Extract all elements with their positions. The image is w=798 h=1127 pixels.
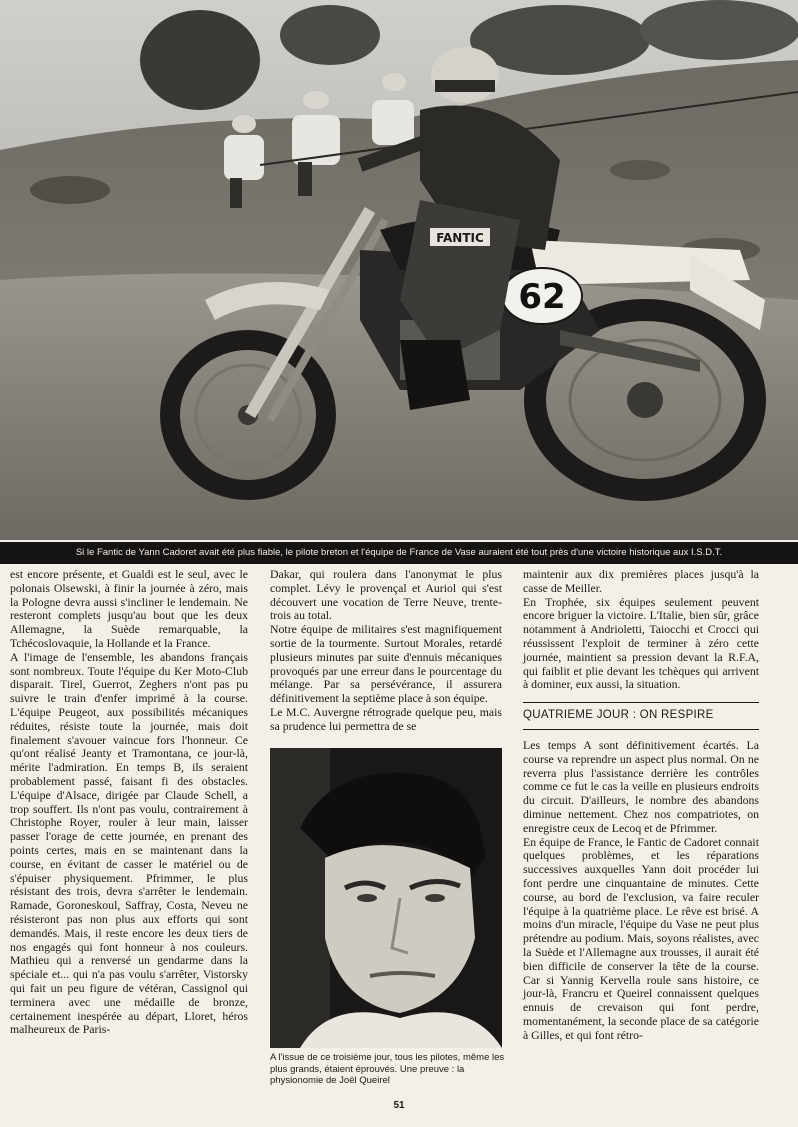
paragraph: maintenir aux dix premières places jusqu'à la casse de Meiller.: [523, 567, 759, 595]
bike-brand-text: FANTIC: [436, 231, 484, 245]
paragraph: A l'image de l'ensemble, les abandons français sont nombreux. Toute l'équipe du Ker Moto-Club disparait. Tirel, Guerrot, Zeghers n'ont pas pu suivre le train d'enfer imprimé à la course. L'équipe Peugeot, aux possibilités mécaniques réduites, résiste toute la journée, mais doit finalement s'avouer vaincue fors l'honneur. Ce qu'ont réalisé Jeanty et Tramontana, ce jour-là, mérite l'admiration. En temps B, ils seraient probablement passé, faisant fi des obstacles. L'équipe d'Alsace, dirigée par Claude Schell, a trop souffert. Ils n'ont pas voulu, contrairement à Christophe Royer, rouler à leur main, laisser passer l'orage de cette journée, en prenant des points certes, mais en se maintenant dans la course, en évitant de casser le matériel ou de s'épuiser physiquement. Pfrimmer, le plus résistant des trois, devra s'arrêter le lendemain. Ramade, Goroneskoul, Saffray, Costa, Neveu ne résisteront pas non plus aux efforts qui sont demandés. Mais, il reste encore les deux tiers de nos engagés qui font honneur à nos couleurs. Mathieu qui a renversé un gendarme dans la spéciale et... qui n'a pas voulu s'arrêter, Vistorsky qui fait un peu figure de vétéran, Cassignol qui terminera avec une médaille de bronze, certainement inespérée au départ, Lloret, héros malheureux de Paris-: [10, 649, 248, 1037]
motocross-illustration: [0, 0, 798, 540]
article-column-3: [523, 568, 759, 1043]
paragraph: En équipe de France, le Fantic de Cadoret connait quelques problèmes, et les réparations successives auxquelles Yann doit procéder lui font perdre une cinquantaine de minutes. Cette course, au bord de l'exclusion, va faire reculer l'équipe à la quatrième place. Le rêve est brisé. A moins d'un miracle, l'équipe du Vase ne peut plus prétendre au podium. Mais, soyons réalistes, avec la Suède et l'Allemagne aux trousses, il aurait été bien difficile de conserver la tête de la course. Car si Yannig Kervella roule sans histoire, ce jour-là, Francru et Queirel connaissent quelques ennuis de crevaison qui font perdre, momentanément, la seconde place de sa catégorie à Gilles, et qui font rétro-: [523, 834, 759, 1042]
page-number: 51: [393, 1100, 405, 1111]
paragraph: Notre équipe de militaires s'est magnifiquement sortie de la tourmente. Surtout Morales, retardé plusieurs minutes par suite d'ennuis mécaniques provoqués par une erreur dans le pourcentage du mélange. Par sa persévérance, il assurera définitivement la septième place à son équipe.: [270, 622, 502, 706]
section-heading: QUATRIEME JOUR : ON RESPIRE: [523, 702, 759, 730]
paragraph: Les temps A sont définitivement écartés. La course va reprendre un aspect plus normal. On ne reverra plus l'assistance derrière les contrôles comme ce fut le cas la veille en plusieurs endroits du circuit. D'ailleurs, le nombre des abandons diminue nettement. Chez nos compatriotes, on enregistre ceux de Lecoq et de Pfrimmer.: [523, 737, 759, 835]
paragraph: est encore présente, et Gualdi est le seul, avec le polonais Olsewski, à finir la journée à zéro, mais la Pologne devra aussi s'incliner le lendemain. Ne resteront complets jusqu'au bout que les deux Allemagne, la Suède remarquable, la Tchécoslovaquie, la Hollande et la France.: [10, 567, 248, 650]
paragraph: Le M.C. Auvergne rétrograde quelque peu, mais sa prudence lui permettra de se: [270, 704, 502, 733]
bib-number: 62: [518, 277, 566, 317]
paragraph: Dakar, qui roulera dans l'anonymat le plus complet. Lévy le provençal et Auriol qui s'est découvert une vocation de Terre Neuve, trente-trois au total.: [270, 567, 502, 623]
portrait-caption: A l'issue de ce troisième jour, tous les pilotes, même les plus grands, étaient éprouvés. Une preuve : la physionomie de Joël Queirel: [270, 1052, 505, 1086]
article-column-2: [270, 568, 502, 734]
paragraph: En Trophée, six équipes seulement peuvent encore briguer la victoire. L'Italie, bien sûr, grâce notamment à Andrioletti, Taiocchi et Crocci qui réussissent l'exploit de terminer à zéro cette journée, maintient sa pression devant la R.F.A, qui faiblit et plie devant les tchèques qui arrivent à dominer, eux aussi, la situation.: [523, 594, 759, 692]
portrait-photo: [270, 748, 502, 1048]
motocross-photo: [0, 0, 798, 540]
portrait-illustration: [270, 748, 502, 1048]
photo-caption: Si le Fantic de Yann Cadoret avait été plus fiable, le pilote breton et l'équipe de France de Vase auraient été tout près d'une victoire historique aux I.S.D.T.: [0, 542, 798, 564]
article-column-1: [10, 568, 248, 1037]
